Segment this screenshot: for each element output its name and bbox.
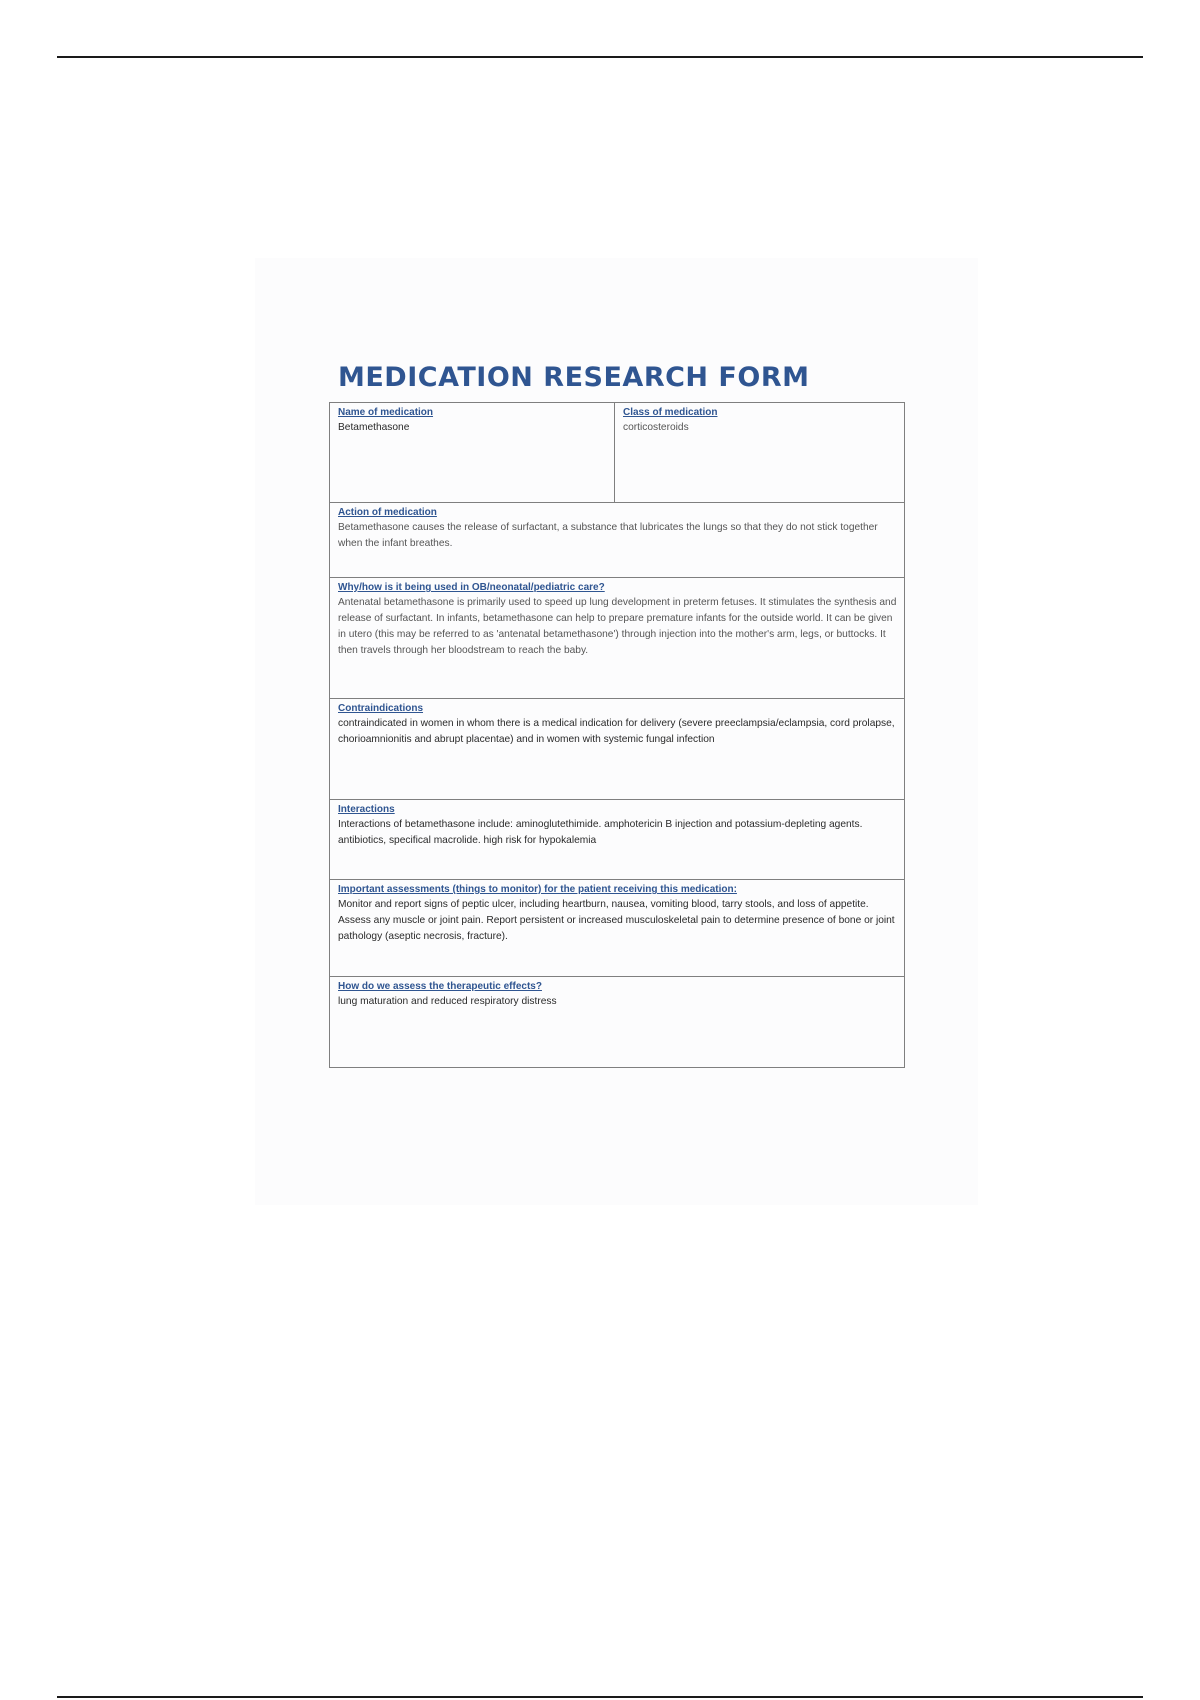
assessments-value: Monitor and report signs of peptic ulcer, including heartburn, nausea, vomiting blood, tarry stools, and loss of appetite. Assess any muscle or joint pain. Report persistent or increased musculoskeletal pain to determine presence of bone or joint pathology (aseptic necrosis, fracture). (338, 899, 895, 942)
form-title: MEDICATION RESEARCH FORM (338, 362, 810, 393)
form-row-interactions (330, 800, 905, 880)
usage-label: Why/how is it being used in OB/neonatal/pediatric care? (338, 582, 605, 593)
therapeutic-effects-cell (330, 977, 905, 1068)
form-row-name-class (330, 403, 905, 503)
contraindications-value: contraindicated in women in whom there is a medical indication for delivery (severe preeclampsia/eclampsia, cord prolapse, chorioamnionitis and abrupt placentae) and in women with systemic fungal infection (338, 718, 895, 745)
interactions-value: Interactions of betamethasone include: aminoglutethimide. amphotericin B injection and potassium-depleting agents. antibiotics, specifical macrolide. high risk for hypokalemia (338, 819, 863, 846)
form-row-contraindications (330, 699, 905, 800)
assessments-label: Important assessments (things to monitor) for the patient receiving this medication: (338, 884, 737, 895)
name-of-medication-value: Betamethasone (338, 422, 410, 433)
form-row-assessments (330, 880, 905, 977)
therapeutic-effects-value: lung maturation and reduced respiratory distress (338, 996, 557, 1007)
usage-cell (330, 578, 905, 699)
class-of-medication-label: Class of medication (623, 407, 718, 418)
usage-value: Antenatal betamethasone is primarily used to speed up lung development in preterm fetuses. It stimulates the synthesis and release of surfactant. In infants, betamethasone can help to prepare premature infants for the outside world. It can be given in utero (this may be referred to as 'antenatal betamethasone') through injection into the mother's arm, legs, or buttocks. It then travels through her bloodstream to reach the baby. (338, 597, 897, 656)
assessments-cell (330, 880, 905, 977)
therapeutic-effects-label: How do we assess the therapeutic effects? (338, 981, 542, 992)
form-row-action (330, 503, 905, 578)
page-bottom-rule (57, 1696, 1143, 1698)
name-of-medication-label: Name of medication (338, 407, 434, 418)
interactions-label: Interactions (338, 804, 395, 815)
contraindications-cell (330, 699, 905, 800)
class-of-medication-cell (615, 403, 905, 503)
action-label: Action of medication (338, 507, 437, 518)
action-cell (330, 503, 905, 578)
class-of-medication-value: corticosteroids (623, 422, 689, 433)
page-top-rule (57, 56, 1143, 58)
action-value: Betamethasone causes the release of surfactant, a substance that lubricates the lungs so that they do not stick together when the infant breathes. (338, 522, 878, 549)
form-row-usage (330, 578, 905, 699)
form-row-therapeutic-effects (330, 977, 905, 1068)
medication-form-table (329, 402, 905, 1068)
contraindications-label: Contraindications (338, 703, 424, 714)
name-of-medication-cell (330, 403, 615, 503)
interactions-cell (330, 800, 905, 880)
